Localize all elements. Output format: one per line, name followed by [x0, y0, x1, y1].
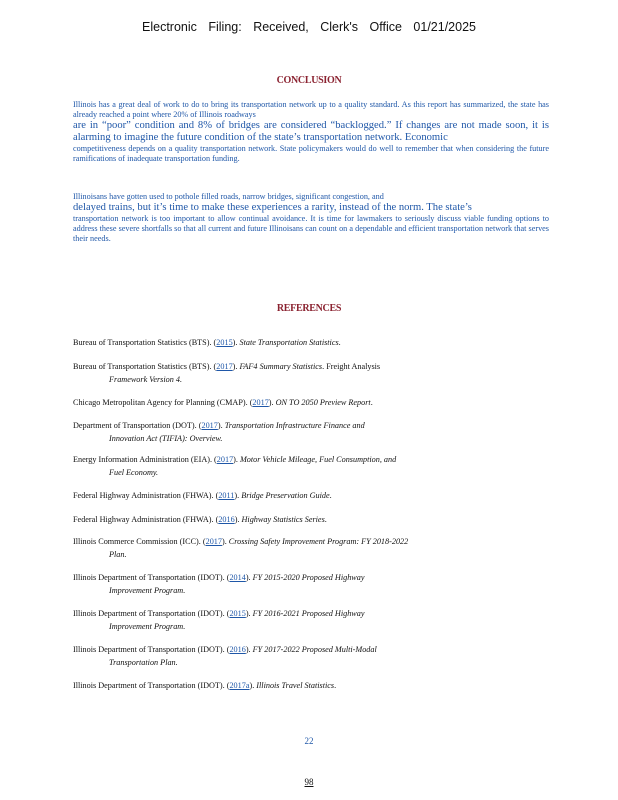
- reference-author: Illinois Commerce Commission (ICC). (: [73, 537, 206, 546]
- reference-separator: ).: [234, 515, 242, 524]
- reference-line: [73, 644, 543, 657]
- reference-continuation: Innovation Act (TIFIA): Overview.: [109, 433, 223, 443]
- reference-year-link[interactable]: 2017: [216, 455, 234, 464]
- reference-rest: .: [324, 515, 327, 524]
- reference-author: Illinois Department of Transportation (IDOT). (: [73, 609, 230, 618]
- reference-title: FY 2015-2020 Proposed Highway: [252, 573, 365, 582]
- reference-title: FY 2016-2021 Proposed Highway: [252, 609, 365, 618]
- reference-author: Illinois Department of Transportation (IDOT). (: [73, 681, 230, 690]
- reference-separator: ).: [217, 421, 225, 430]
- reference-year-link[interactable]: 2016: [218, 515, 235, 524]
- reference-title: FAF4 Summary Statistics: [239, 362, 323, 371]
- reference-rest: .: [338, 338, 341, 347]
- reference-author: Federal Highway Administration (FHWA). (: [73, 491, 219, 500]
- reference-separator: ).: [234, 491, 242, 500]
- reference-entry: [73, 490, 543, 503]
- reference-entry: [73, 644, 543, 669]
- references-heading: REFERENCES: [276, 303, 342, 314]
- reference-year-link[interactable]: 2017: [252, 398, 269, 407]
- filing-stamp: Electronic Filing: Received, Clerk's Office 01/21/2025: [142, 20, 476, 34]
- reference-author: Illinois Department of Transportation (IDOT). (: [73, 645, 230, 654]
- conclusion-p2-line-c: transportation network is too important to allow continual avoidance. It is time for lawmakers to seriously discuss viable funding options to address these severe shortfalls so that all current and future Illinoisans can count on a dependable and efficient transportation network that serves their needs.: [73, 214, 549, 243]
- reference-line: [73, 397, 543, 410]
- reference-entry: [73, 361, 543, 386]
- reference-line: [73, 361, 543, 374]
- reference-rest: .: [329, 491, 332, 500]
- conclusion-heading: CONCLUSION: [276, 75, 342, 86]
- reference-year-link[interactable]: 2016: [229, 645, 246, 654]
- reference-separator: ).: [245, 573, 253, 582]
- reference-author: Illinois Department of Transportation (IDOT). (: [73, 573, 230, 582]
- conclusion-paragraph-1: [73, 100, 549, 164]
- reference-title: Illinois Travel Statistics: [256, 681, 335, 690]
- page-number: 22: [304, 736, 314, 746]
- reference-separator: ).: [249, 681, 257, 690]
- conclusion-paragraph-2: [73, 192, 549, 244]
- reference-line: [73, 514, 543, 527]
- reference-title: Highway Statistics Series: [241, 515, 325, 524]
- reference-author: Federal Highway Administration (FHWA). (: [73, 515, 219, 524]
- reference-rest: .: [334, 681, 337, 690]
- reference-entry: [73, 420, 543, 445]
- reference-title: ON TO 2050 Preview Report: [275, 398, 371, 407]
- reference-entry: [73, 572, 543, 597]
- reference-continuation: Transportation Plan.: [109, 657, 178, 667]
- reference-title: State Transportation Statistics: [239, 338, 339, 347]
- reference-continuation: Fuel Economy.: [109, 467, 159, 477]
- reference-separator: ).: [221, 537, 229, 546]
- reference-separator: ).: [268, 398, 276, 407]
- reference-continuation: Improvement Program.: [109, 621, 186, 631]
- reference-entry: [73, 397, 543, 410]
- reference-line: [73, 454, 543, 467]
- reference-year-link[interactable]: 2015: [229, 609, 246, 618]
- reference-rest: . Freight Analysis: [322, 362, 381, 371]
- reference-author: Department of Transportation (DOT). (: [73, 421, 202, 430]
- reference-line: [73, 572, 543, 585]
- conclusion-p2-line-a: Illinoisans have gotten used to pothole filled roads, narrow bridges, significant congestion, and: [73, 192, 384, 201]
- reference-separator: ).: [232, 338, 240, 347]
- reference-entry: [73, 536, 543, 561]
- reference-continuation: Improvement Program.: [109, 585, 186, 595]
- reference-year-link[interactable]: 2017a: [229, 681, 250, 690]
- reference-year-link[interactable]: 2011: [218, 491, 235, 500]
- reference-line: [73, 490, 543, 503]
- reference-author: Bureau of Transportation Statistics (BTS). (: [73, 338, 217, 347]
- reference-separator: ).: [245, 609, 253, 618]
- conclusion-p2-line-b: delayed trains, but it’s time to make these experiences a rarity, instead of the norm. The state’s: [73, 202, 472, 213]
- bottom-page-number: 98: [304, 777, 314, 787]
- reference-title: Crossing Safety Improvement Program: FY 2018-2022: [228, 537, 409, 546]
- reference-continuation: Plan.: [109, 549, 127, 559]
- reference-entry: [73, 337, 543, 350]
- reference-line: [73, 680, 543, 693]
- reference-line: [73, 420, 543, 433]
- reference-title: FY 2017-2022 Proposed Multi-Modal: [252, 645, 377, 654]
- reference-author: Chicago Metropolitan Agency for Planning (CMAP). (: [73, 398, 253, 407]
- reference-entry: [73, 680, 543, 693]
- reference-separator: ).: [233, 455, 240, 464]
- reference-author: Energy Information Administration (EIA). (: [73, 455, 217, 464]
- reference-rest: .: [370, 398, 373, 407]
- conclusion-p1-line-b: are in “poor” condition and 8% of bridges are considered “backlogged.” If changes are not made soon, it is alarming to imagine the future condition of the state’s transportation network. Economic: [73, 120, 549, 143]
- reference-year-link[interactable]: 2014: [229, 573, 246, 582]
- reference-line: [73, 337, 543, 350]
- reference-year-link[interactable]: 2017: [205, 537, 222, 546]
- reference-entry: [73, 454, 543, 479]
- reference-entry: [73, 608, 543, 633]
- reference-title: Bridge Preservation Guide: [241, 491, 330, 500]
- reference-line: [73, 608, 543, 621]
- reference-line: [73, 536, 543, 549]
- reference-year-link[interactable]: 2017: [216, 362, 233, 371]
- reference-separator: ).: [245, 645, 253, 654]
- reference-title: Motor Vehicle Mileage, Fuel Consumption, and: [239, 455, 397, 464]
- reference-author: Bureau of Transportation Statistics (BTS). (: [73, 362, 217, 371]
- reference-continuation: Framework Version 4.: [109, 374, 182, 384]
- reference-year-link[interactable]: 2017: [201, 421, 218, 430]
- reference-separator: ).: [232, 362, 240, 371]
- conclusion-p1-line-a: Illinois has a great deal of work to do to bring its transportation network up to a quality standard. As this report has summarized, the state has already reached a point where 20% of Illinois roadways: [73, 100, 549, 119]
- conclusion-p1-line-c: competitiveness depends on a quality transportation network. State policymakers would do well to remember that when considering the future ramifications of inadequate transportation funding.: [73, 144, 549, 163]
- reference-year-link[interactable]: 2015: [216, 338, 233, 347]
- reference-entry: [73, 514, 543, 527]
- reference-title: Transportation Infrastructure Finance and: [224, 421, 365, 430]
